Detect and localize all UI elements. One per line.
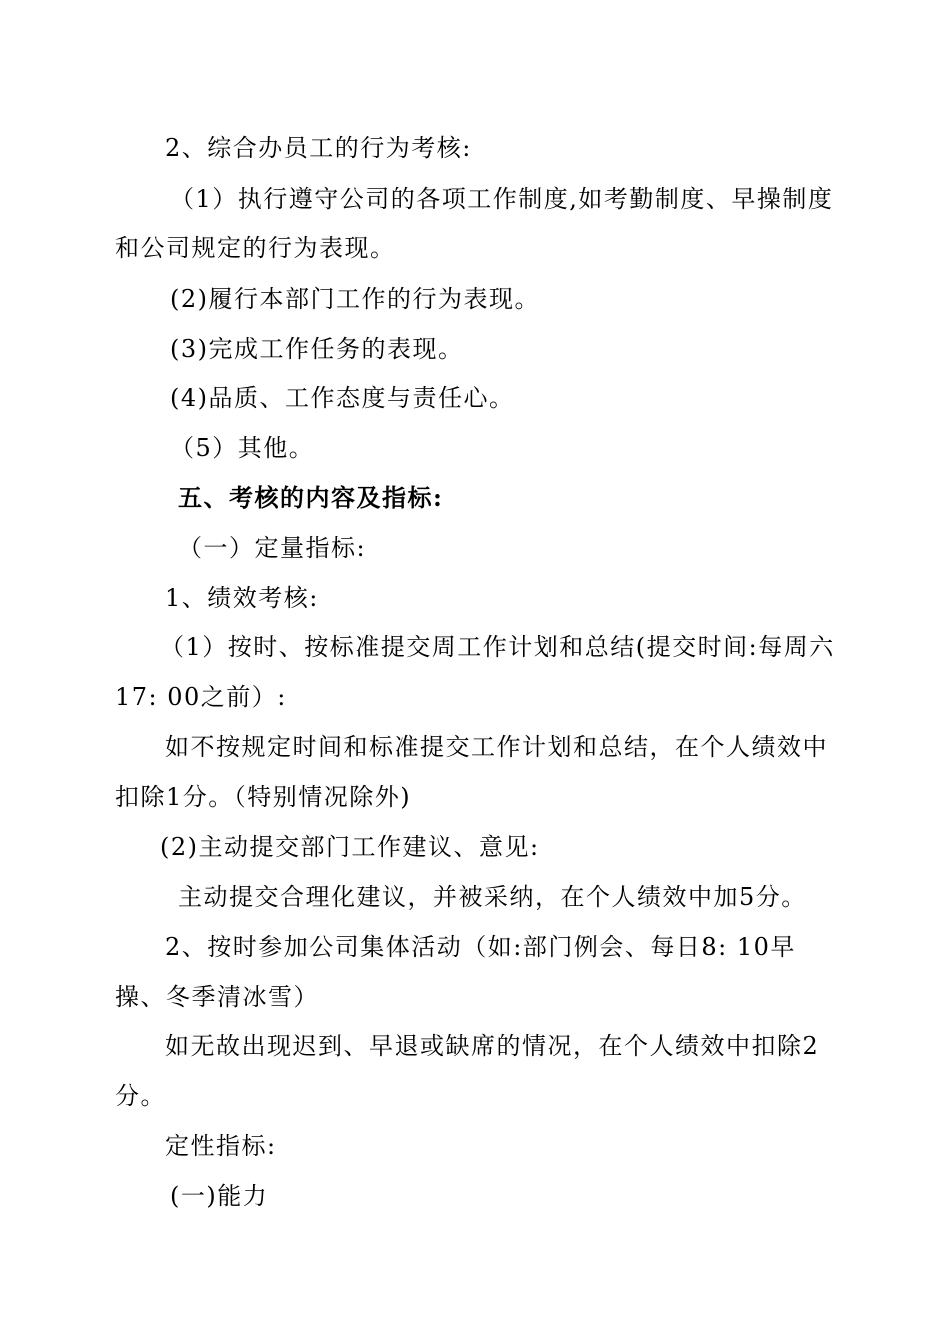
rule-1-penalty-line-1: 如不按规定时间和标准提交工作计划和总结，在个人绩效中 xyxy=(165,733,828,761)
item-3: (3)完成工作任务的表现。 xyxy=(170,335,464,363)
quantitative-indicators-heading: （一）定量指标: xyxy=(178,534,367,562)
rule-1-penalty-line-2: 扣除1分。（特别情况除外) xyxy=(115,783,412,811)
attendance-penalty-line-1: 如无故出现迟到、早退或缺席的情况，在个人绩效中扣除2 xyxy=(165,1032,820,1060)
item-1-line-1: （1）执行遵守公司的各项工作制度,如考勤制度、早操制度 xyxy=(170,185,834,213)
attendance-rule-line-2: 操、冬季清冰雪） xyxy=(115,983,319,1011)
rule-1-line-1: （1）按时、按标准提交周工作计划和总结(提交时间:每周六 xyxy=(160,633,835,661)
qualitative-indicators-heading: 定性指标: xyxy=(165,1132,277,1160)
section-2-heading: 2、综合办员工的行为考核: xyxy=(165,134,472,162)
rule-1-line-2: 17: 00之前）: xyxy=(115,683,287,711)
rule-2-reward: 主动提交合理化建议，并被采纳，在个人绩效中加5分。 xyxy=(178,883,807,911)
attendance-rule-line-1: 2、按时参加公司集体活动（如:部门例会、每日8: 10早 xyxy=(165,933,796,961)
rule-2-heading: (2)主动提交部门工作建议、意见: xyxy=(160,833,540,861)
attendance-penalty-line-2: 分。 xyxy=(115,1082,166,1110)
item-5: （5）其他。 xyxy=(170,434,315,462)
item-2: (2)履行本部门工作的行为表现。 xyxy=(170,285,540,313)
section-5-heading: 五、考核的内容及指标: xyxy=(178,483,444,512)
item-4: (4)品质、工作态度与责任心。 xyxy=(170,384,515,412)
ability-heading: (一)能力 xyxy=(170,1182,269,1210)
performance-assessment-heading: 1、绩效考核: xyxy=(165,584,319,612)
item-1-line-2: 和公司规定的行为表现。 xyxy=(115,234,396,262)
